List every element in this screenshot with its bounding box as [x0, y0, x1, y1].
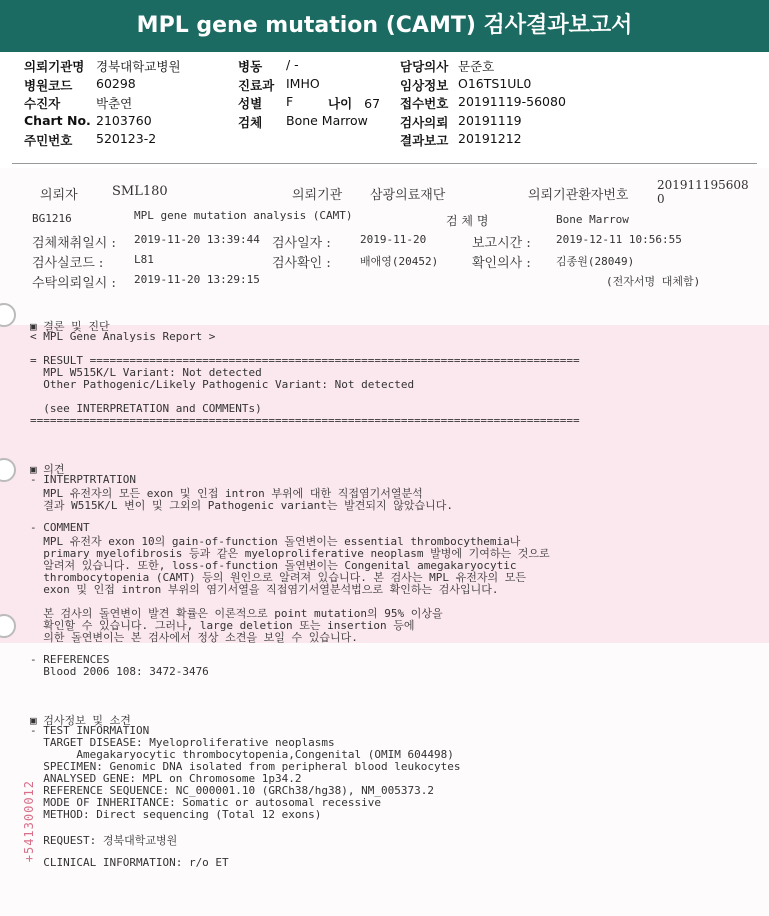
age-value: 67 — [364, 96, 381, 111]
header-field-row — [24, 112, 152, 128]
header-field-row — [238, 94, 294, 112]
report-line: ANALYSED GENE: MPL on Chromosome 1p34.2 — [30, 772, 302, 786]
collect-label: 검체채취일시 : — [32, 236, 116, 251]
agency-label: 의뢰기관 — [292, 188, 343, 203]
header-field-label: 검사의뢰 — [400, 114, 449, 130]
header-field-value: F — [286, 94, 294, 109]
specimen-label: 검 체 명 — [446, 214, 489, 228]
header-field-label: 임상정보 — [400, 77, 449, 93]
header-field-row — [400, 94, 566, 112]
agency-value: 삼광의료재단 — [370, 188, 446, 203]
report-line: thrombocytopenia (CAMT) 등의 원인으로 알려져 있습니다. 본 검사는 MPL 유전자의 모든 — [30, 570, 527, 584]
report-line: MPL 유전자의 모든 exon 및 인접 intron 부위에 대한 직접염기서열분석 — [30, 487, 423, 501]
report-line: Blood 2006 108: 3472-3476 — [30, 664, 209, 678]
header-field-row — [400, 131, 522, 149]
scanned-report-page — [0, 168, 769, 916]
report-line: ▣ 검사정보 및 소견 — [30, 714, 131, 728]
report-line: exon 및 인접 intron 부위의 염기서열을 직접염기서열분석법으로 확인하는 검사입니다. — [30, 582, 499, 596]
header-field-label: 병동 — [238, 59, 263, 74]
reporttime-label: 보고시간 : — [472, 236, 531, 251]
agency-patno-label: 의뢰기관환자번호 — [528, 188, 629, 203]
header-field-value: 60298 — [96, 75, 136, 91]
age-field — [328, 94, 380, 112]
header-field-label: 성별 — [238, 96, 263, 111]
report-line: 확인할 수 있습니다. 그러나, large deletion 또는 insertion 등에 — [30, 618, 415, 632]
report-line: CLINICAL INFORMATION: r/o ET — [30, 855, 229, 869]
header-field-row — [238, 112, 368, 131]
header-field-value: 520123-2 — [96, 131, 157, 146]
header-field-label: 담당의사 — [400, 59, 449, 74]
report-title: MPL gene mutation (CAMT) 검사결과보고서 — [0, 0, 769, 52]
report-line: 알려져 있습니다. 또한, loss-of-function 돌연변이는 Congenital amegakaryocytic — [30, 559, 517, 572]
header-field-value: 경북대학교병원 — [96, 59, 181, 74]
report-line: Other Pathogenic/Likely Pathogenic Variant: Not detected — [30, 377, 415, 391]
report-line: - COMMENT — [30, 521, 90, 535]
doctor-value: 김종원(28049) — [556, 255, 635, 268]
report-line: SPECIMEN: Genomic DNA isolated from peripheral blood leukocytes — [30, 760, 461, 774]
header-field-label: Chart No. — [24, 112, 91, 128]
report-line: - REFERENCES — [30, 652, 110, 666]
header-field-label: 진료과 — [238, 77, 275, 93]
report-line: 의한 돌연변이는 본 검사에서 정상 소견을 보일 수 있습니다. — [30, 630, 358, 644]
room-value: L81 — [134, 253, 154, 266]
side-serial-number: +541300012 — [22, 780, 36, 863]
header-field-label: 접수번호 — [400, 96, 449, 111]
header-field-value: Bone Marrow — [286, 112, 368, 128]
header-field-value: 박춘연 — [96, 96, 133, 111]
header-field-value: 20191119 — [458, 112, 522, 128]
header-field-row — [400, 75, 532, 94]
test-code: BG1216 — [32, 212, 72, 225]
header-field-label: 수진자 — [24, 96, 61, 111]
header-field-row — [400, 112, 522, 131]
report-line: REFERENCE SEQUENCE: NC_000001.10 (GRCh38/hg38), NM_005373.2 — [30, 784, 434, 798]
report-line: TARGET DISEASE: Myeloproliferative neoplasms — [30, 736, 335, 750]
esign-note: (전자서명 대체함) — [606, 275, 701, 288]
report-line: Amegakaryocytic thrombocytopenia,Congenital (OMIM 604498) — [30, 748, 454, 762]
collect-value: 2019-11-20 13:39:44 — [134, 233, 260, 246]
header-field-row — [238, 75, 320, 94]
report-line: - INTERPTRTATION — [30, 473, 136, 487]
report-line: MPL W515K/L Variant: Not detected — [30, 365, 262, 379]
header-field-label: 병원코드 — [24, 77, 73, 93]
report-line: < MPL Gene Analysis Report > — [30, 329, 216, 343]
report-line: primary myelofibrosis 등과 같은 myeloproliferative neoplasm 발병에 기여하는 것으로 — [30, 547, 550, 561]
specimen-value: Bone Marrow — [556, 213, 629, 226]
report-line: MPL 유전자 exon 10의 gain-of-function 돌연변이는 essential thrombocythemia나 — [30, 535, 521, 549]
header-field-value: 2103760 — [96, 112, 152, 128]
report-line: 본 검사의 돌연변이 발견 확률은 이론적으로 point mutation의 95% 이상을 — [30, 606, 443, 620]
test-name: MPL gene mutation analysis (CAMT) — [134, 209, 353, 222]
report-line: REQUEST: 경북대학교병원 — [30, 833, 178, 847]
header-field-value: 20191212 — [458, 131, 522, 146]
receipt-value: 2019-11-20 13:29:15 — [134, 273, 260, 286]
header-field-label: 결과보고 — [400, 133, 449, 148]
agency-patno-value: 2019111956080 — [657, 178, 749, 206]
header-divider — [12, 163, 757, 164]
requester-label: 의뢰자 — [40, 188, 78, 203]
room-label: 검사실코드 : — [32, 256, 104, 271]
header-field-value: / - — [286, 57, 299, 72]
header-field-value: IMHO — [286, 75, 320, 91]
report-line: = RESULT ========================================================================== — [30, 353, 580, 367]
testdate-value: 2019-11-20 — [360, 233, 427, 246]
receipt-label: 수탁의뢰일시 : — [32, 276, 116, 291]
header-field-row — [400, 57, 495, 75]
header-field-row — [24, 131, 157, 149]
doctor-label: 확인의사 : — [472, 256, 531, 271]
header-field-row — [24, 75, 136, 94]
header-field-row — [238, 57, 299, 75]
header-field-value: O16TS1UL0 — [458, 75, 532, 91]
header-field-value: 20191119-56080 — [458, 94, 566, 109]
report-line: ▣ 의견 — [30, 463, 65, 477]
header-field-label: 검체 — [238, 114, 263, 130]
header-field-label: 주민번호 — [24, 133, 73, 148]
report-line: (see INTERPRETATION and COMMENTs) — [30, 401, 262, 415]
report-line: =================================================================================== — [30, 413, 580, 427]
requester-value: SML180 — [112, 184, 168, 199]
report-line: 결과 W515K/L 변이 및 그외의 Pathogenic variant는 발견되지 않았습니다. — [30, 499, 454, 513]
reporttime-value: 2019-12-11 10:56:55 — [556, 233, 682, 246]
confirm-value: 배애영(20452) — [360, 255, 439, 268]
report-line: METHOD: Direct sequencing (Total 12 exons) — [30, 807, 322, 821]
report-line: - TEST INFORMATION — [30, 724, 150, 738]
testdate-label: 검사일자 : — [272, 236, 331, 251]
header-field-label: 의뢰기관명 — [24, 59, 85, 74]
age-label: 나이 — [328, 96, 353, 111]
punch-hole — [0, 303, 16, 327]
header-field-row — [24, 57, 181, 75]
header-field-row — [24, 94, 133, 112]
report-line: MODE OF INHERITANCE: Somatic or autosomal recessive — [30, 796, 381, 809]
confirm-label: 검사확인 : — [272, 256, 331, 271]
header-field-value: 문준호 — [458, 59, 495, 74]
report-line: ▣ 결론 및 진단 — [30, 320, 110, 333]
